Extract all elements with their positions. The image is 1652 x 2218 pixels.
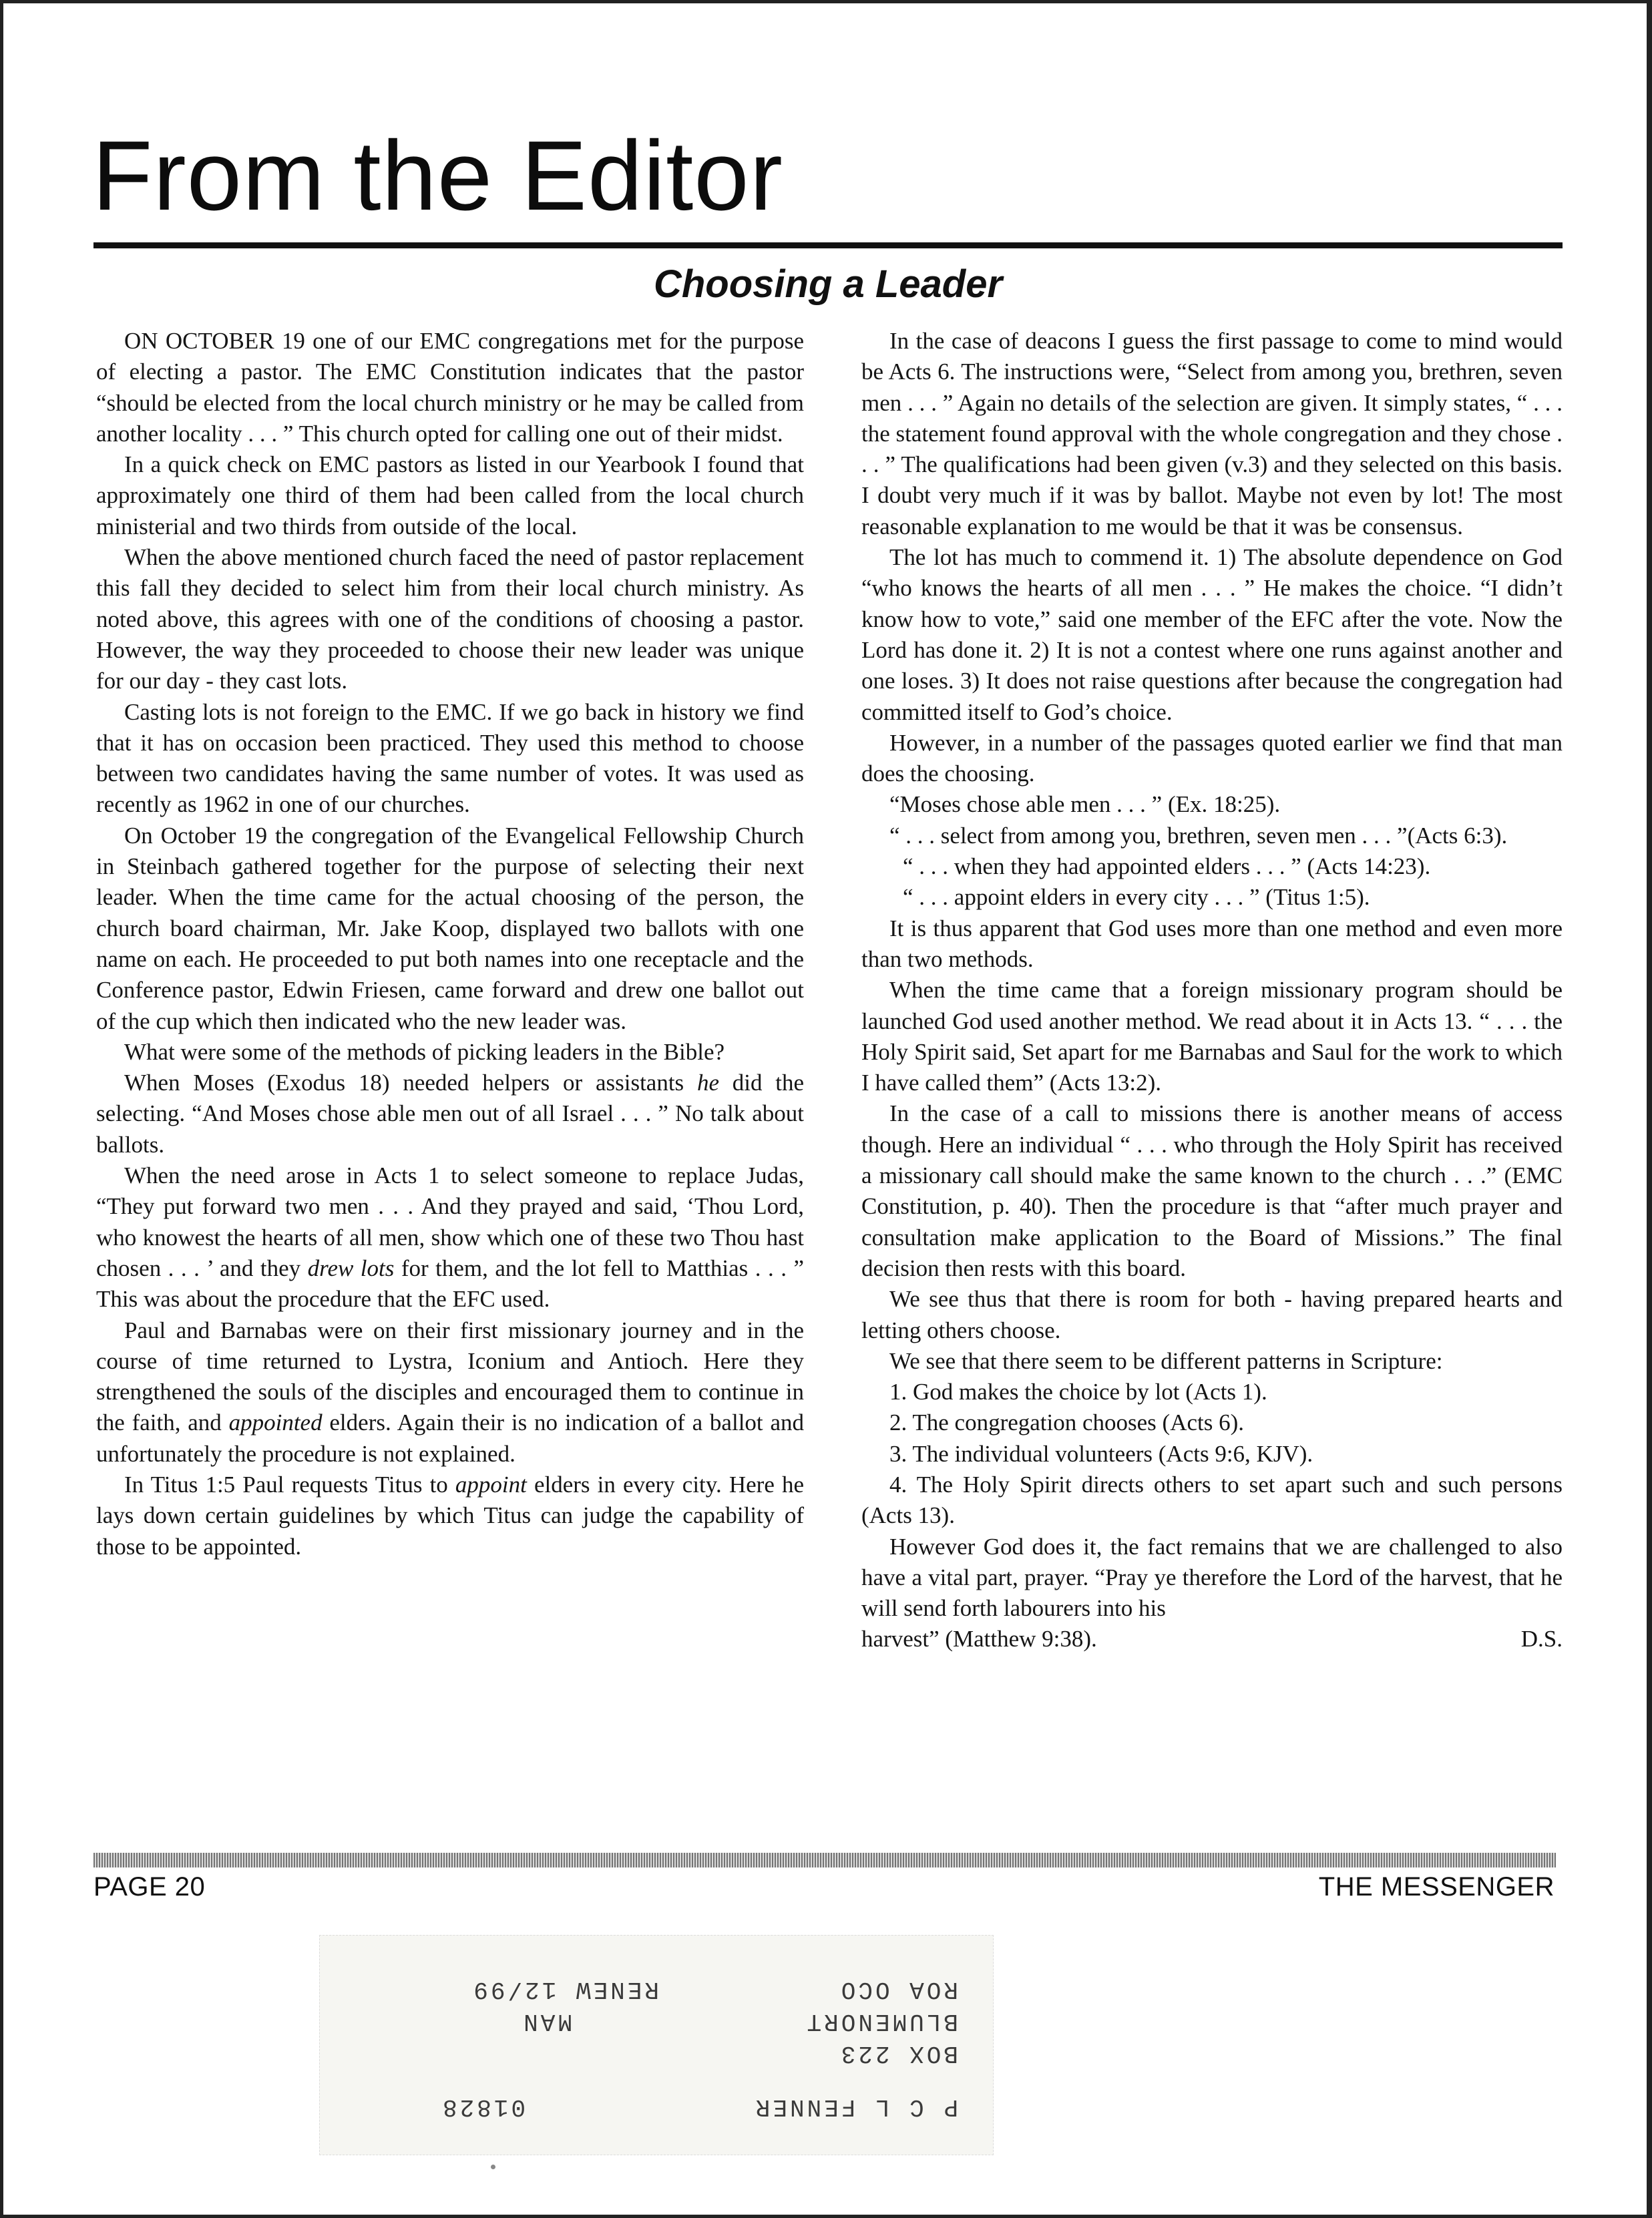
- quote-line: “ . . . when they had appointed elders . . . ” (Acts 14:23).: [903, 853, 1431, 880]
- list-item: 2. The congregation chooses (Acts 6).: [889, 1409, 1245, 1436]
- mailing-label: [319, 1935, 994, 2155]
- emphasis: appoint: [455, 1471, 527, 1498]
- article-title: Choosing a Leader: [653, 262, 1003, 306]
- footer-rule: [93, 1853, 1556, 1867]
- closing-citation: harvest” (Matthew 9:38).: [861, 1626, 1097, 1652]
- page-number: PAGE 20: [93, 1872, 206, 1902]
- page-title: From the Editor: [92, 121, 783, 231]
- text: Paul and Barnabas were on their first missionary journey and in the course of time returned to Lystra, Iconium and Antioch. Here they strengthened the souls of the disciples and encouraged them to continue in the faith, and: [96, 1317, 804, 1436]
- paragraph: However, in a number of the passages quoted earlier we find that man does the choosing.: [861, 729, 1563, 787]
- paragraph: In the case of a call to missions there is another means of access though. Here an individual “ . . . who through the Holy Spirit has received a missionary call should make the same known to the church . . .” (EMC Constitution, p. 40). Then the procedure is that “after much prayer and consultation make application to the Board of Missions.” The final decision then rests with this board.: [861, 1100, 1563, 1281]
- paragraph: In the case of deacons I guess the first passage to come to mind would be Acts 6. The instructions were, “Select from among you, brethren, seven men . . . ” Again no details of the selection are given. It simply states, “ . . . the statement found approval with the whole congregation and they chose . . . ” The qualifications had been given (v.3) and they selected on this basis. I doubt very much if it was by ballot. Maybe not even by lot! The most reasonable explanation to me would be that it was be consensus.: [861, 328, 1563, 539]
- left-column: [96, 326, 804, 1562]
- label-line: BLUMENORT: [804, 2008, 958, 2035]
- text: When Moses (Exodus 18) needed helpers or assistants: [124, 1070, 697, 1096]
- emphasis: appointed: [228, 1409, 323, 1436]
- paragraph: The lot has much to commend it. 1) The absolute dependence on God “who knows the hearts of all men . . . ” He makes the choice. “I didn’t know how to vote,” said one member of the EFC after the vote. Now the Lord has done it. 2) It is not a contest where one runs against another and one loses. 3) It does not raise questions after because the congregation had committed itself to God’s choice.: [861, 544, 1563, 725]
- paragraph: In a quick check on EMC pastors as listed in our Yearbook I found that approximately one third of them had been called from the local church ministerial and two thirds from outside of the local.: [96, 451, 804, 539]
- quote-line: “ . . . select from among you, brethren, seven men . . . ”(Acts 6:3).: [889, 822, 1508, 849]
- paragraph-acts1: [96, 1160, 804, 1315]
- author-initials: D.S.: [1520, 1626, 1563, 1652]
- text: When the need arose in Acts 1 to select someone to replace Judas, “They put forward two men . . . And they prayed and said, ‘Thou Lord, who knowest the hearts of all men, show which one of these two Thou hast chosen . . . ’ and they: [96, 1162, 804, 1281]
- text: for them, and the lot fell to Matthias . . . ” This was about the procedure that the EFC used.: [96, 1255, 804, 1313]
- paragraph: What were some of the methods of picking leaders in the Bible?: [124, 1038, 725, 1065]
- text: elders in every city. Here he lays down certain guidelines by which Titus can judge the capability of those to be appointed.: [96, 1471, 804, 1560]
- emphasis: drew lots: [307, 1255, 395, 1281]
- publication-name: THE MESSENGER: [1318, 1872, 1555, 1902]
- mailing-label-text: [320, 1936, 993, 2155]
- paragraph: When the above mentioned church faced the need of pastor replacement this fall they decided to select him from their local church ministry. As noted above, this agrees with one of the conditions of choosing a pastor. However, the way they proceeded to choose their new leader was unique for our day - they cast lots.: [96, 544, 804, 694]
- label-line: RENEW 12/99: [471, 1976, 659, 2003]
- paragraph-paul: [96, 1315, 804, 1470]
- right-column: [861, 326, 1563, 1655]
- label-line: BOX 223: [838, 2040, 958, 2067]
- title-rule: [93, 242, 1563, 248]
- scan-speck: [491, 2165, 495, 2169]
- paragraph: When the time came that a foreign missionary program should be launched God used another method. We read about it in Acts 13. “ . . . the Holy Spirit said, Set apart for me Barnabas and Saul for the work to which I have called them” (Acts 13:2).: [861, 977, 1563, 1096]
- closing-paragraph: However God does it, the fact remains that we are challenged to also have a vital part, prayer. “Pray ye therefore the Lord of the harvest, that he will send forth labourers into his: [861, 1533, 1563, 1622]
- emphasis: he: [696, 1070, 719, 1096]
- quote-line: “ . . . appoint elders in every city . . . ” (Titus 1:5).: [903, 884, 1370, 911]
- paragraph: On October 19 the congregation of the Evangelical Fellowship Church in Steinbach gathered together for the purpose of selecting their next leader. When the time came for the actual choosing of the person, the church board chairman, Mr. Jake Koop, displayed two ballots with one name on each. He proceeded to put both names into one receptacle and the Conference pastor, Edwin Friesen, came forward and drew one ballot out of the cup which then indicated who the new leader was.: [96, 822, 804, 1034]
- paragraph-moses: [96, 1068, 804, 1160]
- paragraph: It is thus apparent that God uses more than one method and even more than two methods.: [861, 915, 1563, 972]
- paragraph: We see that there seem to be different patterns in Scripture:: [889, 1347, 1443, 1374]
- closing-line: [861, 1624, 1563, 1654]
- paragraph-titus: [96, 1470, 804, 1562]
- text: elders. Again their is no indication of a ballot and unfortunately the procedure is not explained.: [96, 1409, 804, 1467]
- quote-line: “Moses chose able men . . . ” (Ex. 18:25).: [889, 791, 1281, 818]
- label-line: MAN: [521, 2008, 572, 2035]
- text: did the selecting. “And Moses chose able men out of all Israel . . . ” No talk about ballots.: [96, 1070, 804, 1158]
- label-line: ROA OCO: [838, 1976, 958, 2003]
- paragraph: We see thus that there is room for both - having prepared hearts and letting others choose.: [861, 1286, 1563, 1343]
- list-item: 3. The individual volunteers (Acts 9:6, KJV).: [889, 1440, 1313, 1467]
- text: In Titus 1:5 Paul requests Titus to: [124, 1471, 455, 1498]
- label-line: 01828: [439, 2093, 526, 2121]
- list-item: 1. God makes the choice by lot (Acts 1).: [889, 1379, 1267, 1405]
- list-item: 4. The Holy Spirit directs others to set apart such and such persons (Acts 13).: [861, 1471, 1563, 1529]
- label-line: P C L FENNER: [753, 2093, 958, 2121]
- paragraph: ON OCTOBER 19 one of our EMC congregations met for the purpose of electing a pastor. The EMC Constitution indicates that the pastor “should be elected from the local church ministry or he may be called from another locality . . . ” This church opted for calling one out of their midst.: [96, 328, 804, 447]
- paragraph: Casting lots is not foreign to the EMC. If we go back in history we find that it has on occasion been practiced. They used this method to choose between two candidates having the same number of votes. It was used as recently as 1962 in one of our churches.: [96, 698, 804, 818]
